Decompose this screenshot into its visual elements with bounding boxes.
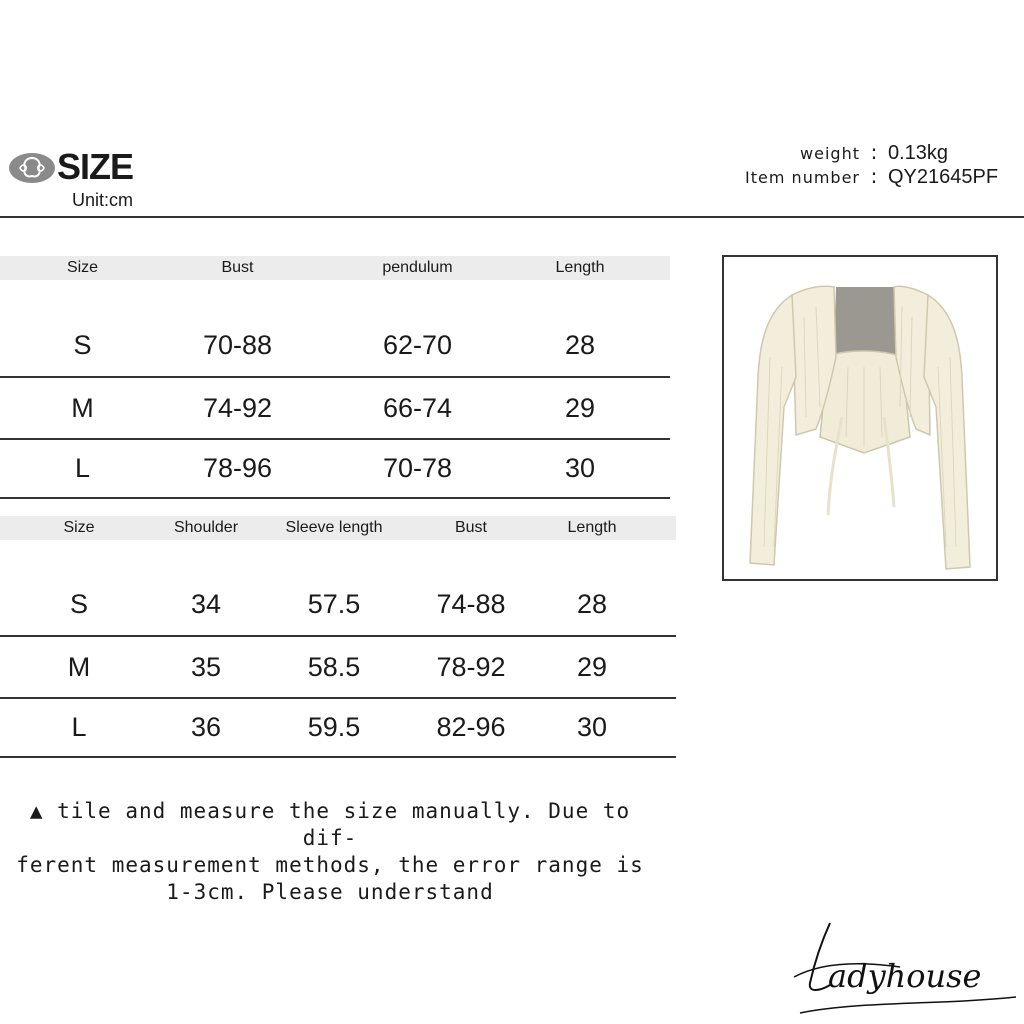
table-row <box>0 540 676 637</box>
column-header: Length <box>567 519 617 536</box>
unit-label: Unit:cm <box>72 190 134 210</box>
column-header: Size <box>63 519 95 536</box>
size-cell: L <box>71 712 87 742</box>
weight-value: 0.13kg <box>888 142 949 164</box>
size-cell: M <box>67 651 91 682</box>
brand-logo-icon <box>8 152 56 184</box>
header-divider <box>0 216 1024 218</box>
size-cell: S <box>73 329 92 360</box>
column-header: Sleeve length <box>285 519 383 536</box>
size-cell: L <box>74 453 91 483</box>
table-cell: 62-70 <box>382 329 453 360</box>
product-meta <box>700 140 1016 188</box>
size-cell: S <box>69 589 88 619</box>
table-cell: 30 <box>564 453 596 483</box>
item-number-value: QY21645PF <box>888 166 999 188</box>
table-cell: 74-92 <box>202 392 273 423</box>
table-cell: 34 <box>190 589 222 619</box>
weight-separator: : <box>870 140 878 164</box>
table-row <box>0 280 670 378</box>
size-table-bottom <box>0 516 676 758</box>
item-number-separator: : <box>870 164 878 188</box>
size-title: SIZE <box>57 146 134 187</box>
column-header: pendulum <box>382 259 453 276</box>
cardigan-illustration <box>724 257 996 579</box>
table-header <box>0 256 670 280</box>
product-photo <box>722 255 998 581</box>
weight-row <box>700 140 1016 164</box>
column-header: Size <box>66 259 99 276</box>
table-cell: 59.5 <box>307 712 361 742</box>
table-cell: 66-74 <box>382 392 453 423</box>
table-cell: 70-78 <box>382 453 453 483</box>
table-cell: 28 <box>576 589 608 619</box>
table-row <box>0 637 676 699</box>
note-line: ferent measurement methods, the error range is <box>16 853 644 877</box>
brand-signature-logo <box>780 905 1020 1024</box>
note-line: 1-3cm. Please understand <box>166 880 494 904</box>
table-cell: 29 <box>564 392 596 423</box>
column-header: Bust <box>221 259 254 276</box>
measurement-note <box>0 798 660 906</box>
table-cell: 36 <box>190 712 222 742</box>
table-row <box>0 378 670 440</box>
table-cell: 30 <box>576 712 608 742</box>
table-cell: 82-96 <box>436 712 506 742</box>
table-cell: 58.5 <box>307 651 361 682</box>
size-table-top <box>0 256 670 499</box>
table-cell: 35 <box>190 651 222 682</box>
table-row <box>0 440 670 499</box>
table-cell: 28 <box>564 329 596 360</box>
column-header: Length <box>555 259 605 276</box>
table-cell: 29 <box>576 651 608 682</box>
column-header: Shoulder <box>173 519 239 536</box>
table-cell: 78-96 <box>202 453 273 483</box>
table-header <box>0 516 676 540</box>
table-cell: 57.5 <box>307 589 361 619</box>
table-row <box>0 699 676 758</box>
table-cell: 74-88 <box>436 589 506 619</box>
column-header: Bust <box>454 519 487 536</box>
table-cell: 78-92 <box>436 651 506 682</box>
item-number-label: Item number <box>745 168 860 187</box>
item-number-row <box>700 164 1016 188</box>
note-line: ▲ tile and measure the size manually. Due to dif- <box>29 799 631 850</box>
svg-text:adyhouse: adyhouse <box>828 957 982 995</box>
weight-label: weight <box>800 144 860 163</box>
table-cell: 70-88 <box>202 329 273 360</box>
size-cell: M <box>71 392 94 423</box>
